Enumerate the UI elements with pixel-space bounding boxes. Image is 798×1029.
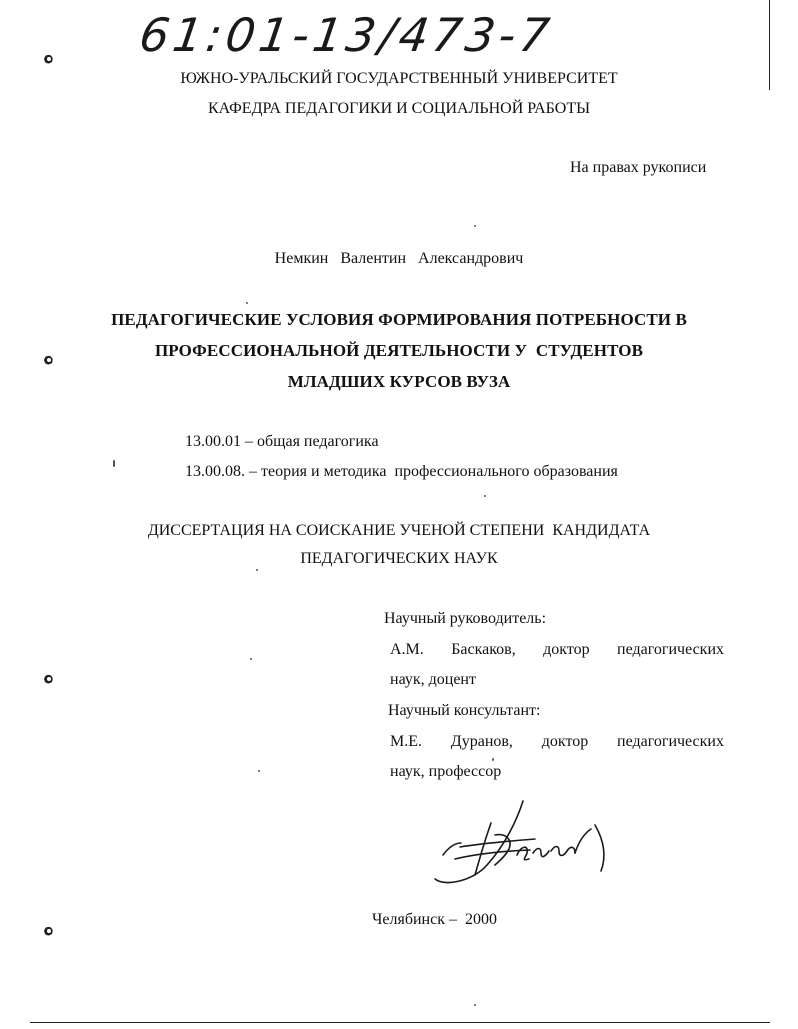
binder-hole-icon (42, 53, 55, 65)
consultant-line-1 (390, 733, 724, 751)
thesis-title-line-3: МЛАДШИХ КУРСОВ ВУЗА (287, 372, 511, 391)
thesis-title-line-2: ПРОФЕССИОНАЛЬНОЙ ДЕЯТЕЛЬНОСТИ У СТУДЕНТОВ (154, 341, 644, 360)
supervisor-degree-word-2: педагогических (617, 641, 724, 658)
scan-speck (258, 770, 260, 772)
binder-hole-icon (42, 673, 55, 685)
supervisor-line-2: наук, доцент (390, 671, 476, 688)
scan-speck (492, 758, 494, 761)
place-and-year: Челябинск – 2000 (372, 911, 497, 928)
consultant-initials: М.Е. (390, 733, 422, 750)
consultant-degree-word-2: педагогических (617, 733, 724, 750)
specialty-code-2: 13.00.08. – теория и методика профессионального образования (185, 463, 618, 480)
scan-speck (474, 1004, 476, 1006)
supervisor-line-1 (390, 641, 724, 659)
degree-statement-line-1: ДИССЕРТАЦИЯ НА СОИСКАНИЕ УЧЕНОЙ СТЕПЕНИ КАНДИДАТА (147, 522, 651, 539)
consultant-degree-word-1: доктор (541, 733, 589, 750)
scan-speck (256, 569, 258, 571)
scan-speck (474, 225, 476, 227)
archive-number-handwritten: 61:01-13/473-7 (136, 8, 557, 62)
consultant-surname: Дуранов, (450, 733, 513, 750)
supervisor-initials: А.М. (390, 641, 424, 658)
scan-speck (246, 302, 248, 304)
supervisor-degree-word-1: доктор (543, 641, 590, 658)
thesis-title-line-1: ПЕДАГОГИЧЕСКИЕ УСЛОВИЯ ФОРМИРОВАНИЯ ПОТРЕБНОСТИ В (111, 310, 687, 329)
scan-speck (484, 495, 486, 497)
consultant-line-2: наук, профессор (390, 763, 502, 780)
university-name: ЮЖНО-УРАЛЬСКИЙ ГОСУДАРСТВЕННЫЙ УНИВЕРСИТЕТ (180, 70, 618, 87)
author-name: Немкин Валентин Александрович (274, 250, 524, 267)
binder-hole-icon (42, 925, 55, 937)
scan-speck (113, 460, 115, 467)
degree-statement-line-2: ПЕДАГОГИЧЕСКИХ НАУК (300, 550, 498, 567)
scan-edge-line (30, 1022, 770, 1023)
scan-speck (250, 658, 252, 660)
specialty-code-1: 13.00.01 – общая педагогика (185, 433, 379, 450)
supervisor-label: Научный руководитель: (384, 610, 547, 627)
author-signature (425, 795, 625, 890)
department-name: КАФЕДРА ПЕДАГОГИКИ И СОЦИАЛЬНОЙ РАБОТЫ (207, 100, 591, 117)
manuscript-rights-note: На правах рукописи (570, 159, 707, 176)
supervisor-surname: Баскаков, (451, 641, 516, 658)
consultant-label: Научный консультант: (388, 702, 541, 719)
